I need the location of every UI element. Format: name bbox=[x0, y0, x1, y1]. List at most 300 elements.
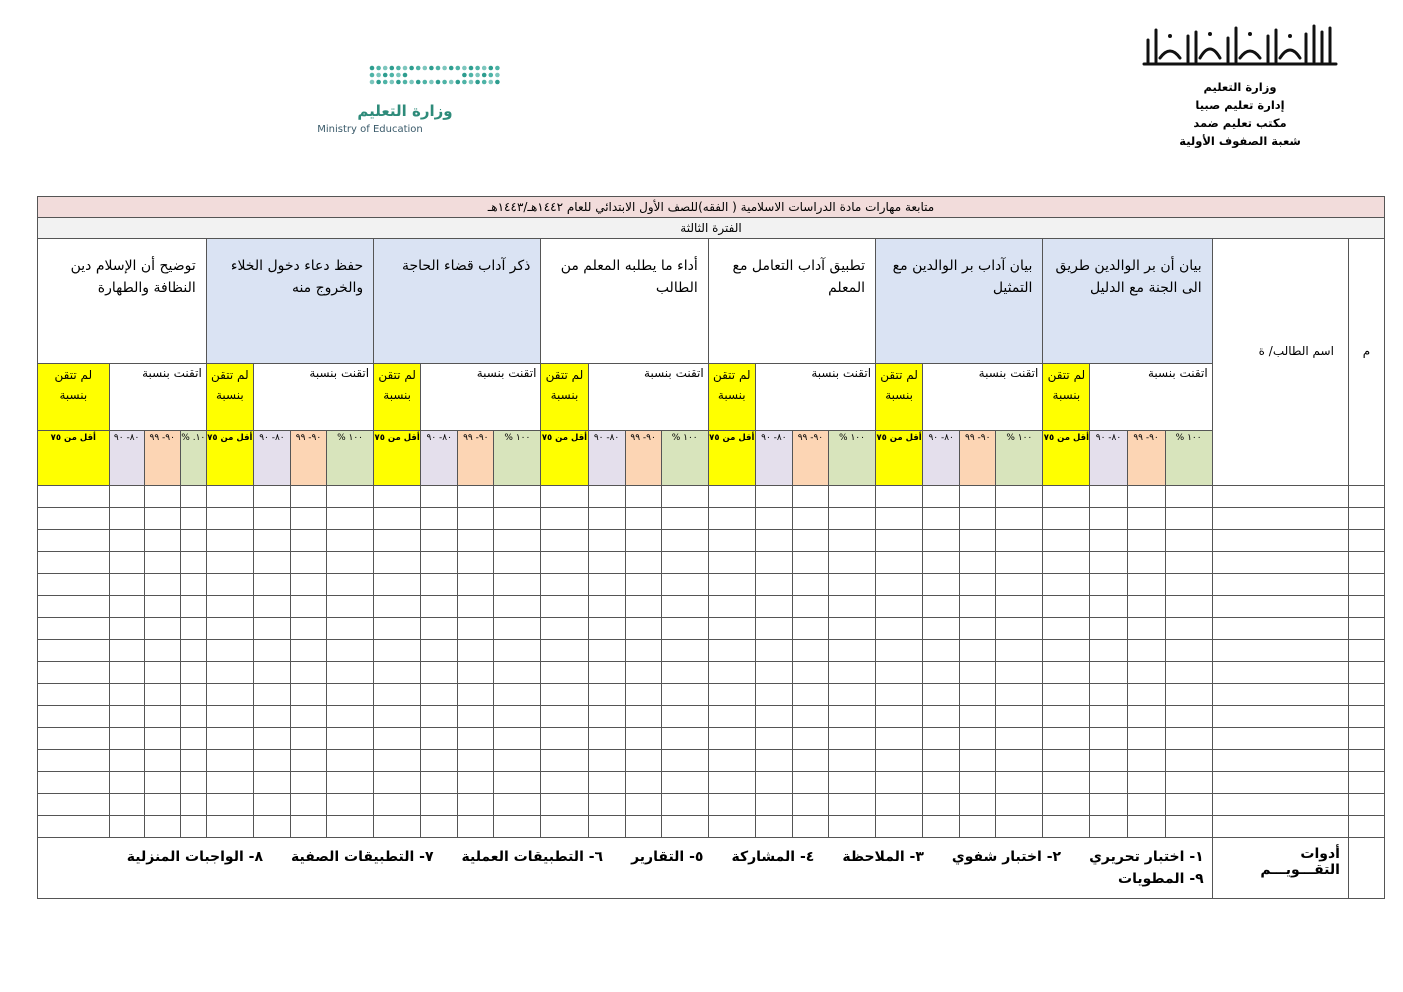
student-name-cell[interactable] bbox=[1212, 662, 1348, 684]
grade-cell[interactable] bbox=[253, 750, 290, 772]
grade-cell[interactable] bbox=[38, 574, 110, 596]
grade-cell[interactable] bbox=[1127, 486, 1165, 508]
grade-cell[interactable] bbox=[180, 662, 206, 684]
grade-cell[interactable] bbox=[253, 486, 290, 508]
grade-cell[interactable] bbox=[458, 530, 494, 552]
student-name-cell[interactable] bbox=[1212, 772, 1348, 794]
grade-cell[interactable] bbox=[661, 750, 708, 772]
row-number-cell[interactable] bbox=[1348, 684, 1384, 706]
grade-cell[interactable] bbox=[38, 662, 110, 684]
grade-cell[interactable] bbox=[625, 552, 661, 574]
grade-cell[interactable] bbox=[38, 684, 110, 706]
grade-cell[interactable] bbox=[661, 574, 708, 596]
grade-cell[interactable] bbox=[494, 574, 541, 596]
grade-cell[interactable] bbox=[661, 662, 708, 684]
grade-cell[interactable] bbox=[755, 486, 792, 508]
grade-cell[interactable] bbox=[458, 662, 494, 684]
grade-cell[interactable] bbox=[661, 794, 708, 816]
grade-cell[interactable] bbox=[144, 750, 180, 772]
grade-cell[interactable] bbox=[421, 684, 458, 706]
grade-cell[interactable] bbox=[1165, 728, 1212, 750]
student-name-cell[interactable] bbox=[1212, 486, 1348, 508]
grade-cell[interactable] bbox=[38, 816, 110, 838]
grade-cell[interactable] bbox=[1127, 706, 1165, 728]
grade-cell[interactable] bbox=[1090, 574, 1127, 596]
grade-cell[interactable] bbox=[38, 750, 110, 772]
grade-cell[interactable] bbox=[792, 728, 828, 750]
student-name-cell[interactable] bbox=[1212, 596, 1348, 618]
grade-cell[interactable] bbox=[38, 530, 110, 552]
student-name-cell[interactable] bbox=[1212, 794, 1348, 816]
grade-cell[interactable] bbox=[38, 486, 110, 508]
grade-cell[interactable] bbox=[374, 772, 421, 794]
grade-cell[interactable] bbox=[960, 574, 996, 596]
grade-cell[interactable] bbox=[923, 552, 960, 574]
grade-cell[interactable] bbox=[38, 772, 110, 794]
grade-cell[interactable] bbox=[876, 596, 923, 618]
grade-cell[interactable] bbox=[458, 486, 494, 508]
grade-cell[interactable] bbox=[661, 508, 708, 530]
grade-cell[interactable] bbox=[290, 552, 326, 574]
grade-cell[interactable] bbox=[180, 684, 206, 706]
grade-cell[interactable] bbox=[374, 684, 421, 706]
grade-cell[interactable] bbox=[421, 640, 458, 662]
grade-cell[interactable] bbox=[828, 684, 875, 706]
grade-cell[interactable] bbox=[1090, 596, 1127, 618]
grade-cell[interactable] bbox=[1090, 662, 1127, 684]
grade-cell[interactable] bbox=[180, 728, 206, 750]
grade-cell[interactable] bbox=[828, 662, 875, 684]
grade-cell[interactable] bbox=[109, 530, 144, 552]
grade-cell[interactable] bbox=[828, 640, 875, 662]
grade-cell[interactable] bbox=[960, 486, 996, 508]
grade-cell[interactable] bbox=[144, 574, 180, 596]
grade-cell[interactable] bbox=[327, 772, 374, 794]
grade-cell[interactable] bbox=[541, 574, 588, 596]
grade-cell[interactable] bbox=[327, 596, 374, 618]
grade-cell[interactable] bbox=[876, 794, 923, 816]
grade-cell[interactable] bbox=[1090, 684, 1127, 706]
grade-cell[interactable] bbox=[290, 640, 326, 662]
student-name-cell[interactable] bbox=[1212, 618, 1348, 640]
grade-cell[interactable] bbox=[708, 486, 755, 508]
grade-cell[interactable] bbox=[109, 640, 144, 662]
grade-cell[interactable] bbox=[708, 728, 755, 750]
grade-cell[interactable] bbox=[290, 596, 326, 618]
grade-cell[interactable] bbox=[541, 684, 588, 706]
grade-cell[interactable] bbox=[494, 530, 541, 552]
grade-cell[interactable] bbox=[374, 486, 421, 508]
grade-cell[interactable] bbox=[458, 618, 494, 640]
grade-cell[interactable] bbox=[625, 486, 661, 508]
grade-cell[interactable] bbox=[144, 530, 180, 552]
grade-cell[interactable] bbox=[144, 662, 180, 684]
grade-cell[interactable] bbox=[828, 486, 875, 508]
grade-cell[interactable] bbox=[1043, 508, 1090, 530]
grade-cell[interactable] bbox=[253, 574, 290, 596]
grade-cell[interactable] bbox=[960, 706, 996, 728]
grade-cell[interactable] bbox=[960, 596, 996, 618]
grade-cell[interactable] bbox=[588, 728, 625, 750]
grade-cell[interactable] bbox=[828, 772, 875, 794]
grade-cell[interactable] bbox=[755, 794, 792, 816]
grade-cell[interactable] bbox=[421, 596, 458, 618]
grade-cell[interactable] bbox=[960, 530, 996, 552]
grade-cell[interactable] bbox=[996, 684, 1043, 706]
grade-cell[interactable] bbox=[541, 596, 588, 618]
grade-cell[interactable] bbox=[960, 772, 996, 794]
grade-cell[interactable] bbox=[996, 574, 1043, 596]
grade-cell[interactable] bbox=[588, 596, 625, 618]
grade-cell[interactable] bbox=[374, 596, 421, 618]
grade-cell[interactable] bbox=[960, 618, 996, 640]
grade-cell[interactable] bbox=[109, 552, 144, 574]
grade-cell[interactable] bbox=[458, 772, 494, 794]
grade-cell[interactable] bbox=[1043, 772, 1090, 794]
grade-cell[interactable] bbox=[327, 728, 374, 750]
grade-cell[interactable] bbox=[588, 684, 625, 706]
grade-cell[interactable] bbox=[458, 596, 494, 618]
row-number-cell[interactable] bbox=[1348, 574, 1384, 596]
grade-cell[interactable] bbox=[109, 596, 144, 618]
grade-cell[interactable] bbox=[180, 816, 206, 838]
grade-cell[interactable] bbox=[1127, 552, 1165, 574]
student-name-cell[interactable] bbox=[1212, 684, 1348, 706]
grade-cell[interactable] bbox=[828, 618, 875, 640]
grade-cell[interactable] bbox=[708, 794, 755, 816]
grade-cell[interactable] bbox=[253, 596, 290, 618]
grade-cell[interactable] bbox=[421, 618, 458, 640]
grade-cell[interactable] bbox=[588, 816, 625, 838]
grade-cell[interactable] bbox=[661, 640, 708, 662]
grade-cell[interactable] bbox=[755, 508, 792, 530]
grade-cell[interactable] bbox=[38, 794, 110, 816]
grade-cell[interactable] bbox=[708, 596, 755, 618]
row-number-cell[interactable] bbox=[1348, 794, 1384, 816]
grade-cell[interactable] bbox=[1043, 530, 1090, 552]
grade-cell[interactable] bbox=[38, 552, 110, 574]
grade-cell[interactable] bbox=[755, 530, 792, 552]
grade-cell[interactable] bbox=[458, 640, 494, 662]
student-name-cell[interactable] bbox=[1212, 728, 1348, 750]
grade-cell[interactable] bbox=[38, 508, 110, 530]
grade-cell[interactable] bbox=[253, 662, 290, 684]
grade-cell[interactable] bbox=[1090, 706, 1127, 728]
grade-cell[interactable] bbox=[661, 552, 708, 574]
grade-cell[interactable] bbox=[1165, 750, 1212, 772]
grade-cell[interactable] bbox=[458, 750, 494, 772]
student-name-cell[interactable] bbox=[1212, 750, 1348, 772]
grade-cell[interactable] bbox=[876, 706, 923, 728]
grade-cell[interactable] bbox=[828, 530, 875, 552]
grade-cell[interactable] bbox=[494, 662, 541, 684]
grade-cell[interactable] bbox=[625, 508, 661, 530]
grade-cell[interactable] bbox=[661, 706, 708, 728]
grade-cell[interactable] bbox=[541, 640, 588, 662]
grade-cell[interactable] bbox=[253, 618, 290, 640]
grade-cell[interactable] bbox=[588, 662, 625, 684]
grade-cell[interactable] bbox=[1165, 662, 1212, 684]
grade-cell[interactable] bbox=[1165, 574, 1212, 596]
grade-cell[interactable] bbox=[458, 728, 494, 750]
grade-cell[interactable] bbox=[923, 684, 960, 706]
row-number-cell[interactable] bbox=[1348, 640, 1384, 662]
grade-cell[interactable] bbox=[458, 706, 494, 728]
grade-cell[interactable] bbox=[755, 552, 792, 574]
grade-cell[interactable] bbox=[541, 530, 588, 552]
grade-cell[interactable] bbox=[792, 794, 828, 816]
grade-cell[interactable] bbox=[1090, 794, 1127, 816]
grade-cell[interactable] bbox=[1043, 640, 1090, 662]
grade-cell[interactable] bbox=[661, 596, 708, 618]
grade-cell[interactable] bbox=[458, 552, 494, 574]
grade-cell[interactable] bbox=[625, 794, 661, 816]
grade-cell[interactable] bbox=[374, 794, 421, 816]
grade-cell[interactable] bbox=[421, 486, 458, 508]
grade-cell[interactable] bbox=[290, 574, 326, 596]
grade-cell[interactable] bbox=[1127, 530, 1165, 552]
grade-cell[interactable] bbox=[792, 596, 828, 618]
grade-cell[interactable] bbox=[458, 816, 494, 838]
grade-cell[interactable] bbox=[588, 706, 625, 728]
grade-cell[interactable] bbox=[960, 750, 996, 772]
grade-cell[interactable] bbox=[792, 508, 828, 530]
grade-cell[interactable] bbox=[708, 552, 755, 574]
grade-cell[interactable] bbox=[253, 530, 290, 552]
grade-cell[interactable] bbox=[109, 816, 144, 838]
grade-cell[interactable] bbox=[541, 552, 588, 574]
grade-cell[interactable] bbox=[253, 684, 290, 706]
grade-cell[interactable] bbox=[923, 728, 960, 750]
grade-cell[interactable] bbox=[923, 816, 960, 838]
grade-cell[interactable] bbox=[828, 552, 875, 574]
student-name-cell[interactable] bbox=[1212, 574, 1348, 596]
grade-cell[interactable] bbox=[625, 640, 661, 662]
grade-cell[interactable] bbox=[494, 684, 541, 706]
grade-cell[interactable] bbox=[876, 750, 923, 772]
grade-cell[interactable] bbox=[1127, 684, 1165, 706]
grade-cell[interactable] bbox=[1043, 486, 1090, 508]
grade-cell[interactable] bbox=[923, 596, 960, 618]
grade-cell[interactable] bbox=[144, 684, 180, 706]
grade-cell[interactable] bbox=[792, 750, 828, 772]
grade-cell[interactable] bbox=[588, 486, 625, 508]
grade-cell[interactable] bbox=[290, 618, 326, 640]
grade-cell[interactable] bbox=[38, 618, 110, 640]
row-number-cell[interactable] bbox=[1348, 508, 1384, 530]
grade-cell[interactable] bbox=[421, 706, 458, 728]
grade-cell[interactable] bbox=[625, 750, 661, 772]
grade-cell[interactable] bbox=[1090, 486, 1127, 508]
grade-cell[interactable] bbox=[755, 618, 792, 640]
grade-cell[interactable] bbox=[708, 640, 755, 662]
grade-cell[interactable] bbox=[109, 706, 144, 728]
row-number-cell[interactable] bbox=[1348, 530, 1384, 552]
grade-cell[interactable] bbox=[1165, 816, 1212, 838]
grade-cell[interactable] bbox=[996, 640, 1043, 662]
grade-cell[interactable] bbox=[206, 552, 253, 574]
grade-cell[interactable] bbox=[923, 750, 960, 772]
grade-cell[interactable] bbox=[253, 508, 290, 530]
grade-cell[interactable] bbox=[541, 772, 588, 794]
grade-cell[interactable] bbox=[374, 618, 421, 640]
grade-cell[interactable] bbox=[792, 530, 828, 552]
student-name-cell[interactable] bbox=[1212, 640, 1348, 662]
grade-cell[interactable] bbox=[541, 706, 588, 728]
grade-cell[interactable] bbox=[374, 574, 421, 596]
grade-cell[interactable] bbox=[876, 508, 923, 530]
grade-cell[interactable] bbox=[327, 640, 374, 662]
grade-cell[interactable] bbox=[960, 640, 996, 662]
grade-cell[interactable] bbox=[144, 552, 180, 574]
grade-cell[interactable] bbox=[541, 816, 588, 838]
grade-cell[interactable] bbox=[494, 772, 541, 794]
grade-cell[interactable] bbox=[876, 552, 923, 574]
grade-cell[interactable] bbox=[458, 684, 494, 706]
grade-cell[interactable] bbox=[996, 662, 1043, 684]
grade-cell[interactable] bbox=[708, 684, 755, 706]
grade-cell[interactable] bbox=[960, 662, 996, 684]
grade-cell[interactable] bbox=[421, 508, 458, 530]
grade-cell[interactable] bbox=[206, 794, 253, 816]
grade-cell[interactable] bbox=[996, 508, 1043, 530]
grade-cell[interactable] bbox=[661, 772, 708, 794]
grade-cell[interactable] bbox=[374, 552, 421, 574]
grade-cell[interactable] bbox=[374, 662, 421, 684]
student-name-cell[interactable] bbox=[1212, 552, 1348, 574]
grade-cell[interactable] bbox=[588, 618, 625, 640]
grade-cell[interactable] bbox=[792, 574, 828, 596]
grade-cell[interactable] bbox=[290, 816, 326, 838]
grade-cell[interactable] bbox=[708, 662, 755, 684]
grade-cell[interactable] bbox=[1043, 618, 1090, 640]
grade-cell[interactable] bbox=[923, 618, 960, 640]
grade-cell[interactable] bbox=[494, 706, 541, 728]
grade-cell[interactable] bbox=[828, 816, 875, 838]
grade-cell[interactable] bbox=[541, 618, 588, 640]
grade-cell[interactable] bbox=[625, 728, 661, 750]
row-number-cell[interactable] bbox=[1348, 618, 1384, 640]
grade-cell[interactable] bbox=[625, 618, 661, 640]
grade-cell[interactable] bbox=[1090, 508, 1127, 530]
grade-cell[interactable] bbox=[458, 508, 494, 530]
grade-cell[interactable] bbox=[755, 772, 792, 794]
grade-cell[interactable] bbox=[625, 772, 661, 794]
row-number-cell[interactable] bbox=[1348, 486, 1384, 508]
grade-cell[interactable] bbox=[144, 706, 180, 728]
row-number-cell[interactable] bbox=[1348, 728, 1384, 750]
grade-cell[interactable] bbox=[109, 772, 144, 794]
grade-cell[interactable] bbox=[1127, 728, 1165, 750]
grade-cell[interactable] bbox=[996, 486, 1043, 508]
grade-cell[interactable] bbox=[1043, 750, 1090, 772]
grade-cell[interactable] bbox=[1127, 596, 1165, 618]
grade-cell[interactable] bbox=[755, 750, 792, 772]
grade-cell[interactable] bbox=[494, 816, 541, 838]
grade-cell[interactable] bbox=[374, 750, 421, 772]
grade-cell[interactable] bbox=[1043, 662, 1090, 684]
grade-cell[interactable] bbox=[327, 750, 374, 772]
grade-cell[interactable] bbox=[792, 486, 828, 508]
grade-cell[interactable] bbox=[588, 530, 625, 552]
grade-cell[interactable] bbox=[253, 552, 290, 574]
grade-cell[interactable] bbox=[374, 728, 421, 750]
grade-cell[interactable] bbox=[494, 794, 541, 816]
grade-cell[interactable] bbox=[38, 640, 110, 662]
grade-cell[interactable] bbox=[290, 750, 326, 772]
grade-cell[interactable] bbox=[38, 706, 110, 728]
grade-cell[interactable] bbox=[494, 552, 541, 574]
grade-cell[interactable] bbox=[923, 772, 960, 794]
grade-cell[interactable] bbox=[421, 750, 458, 772]
grade-cell[interactable] bbox=[206, 750, 253, 772]
grade-cell[interactable] bbox=[180, 706, 206, 728]
grade-cell[interactable] bbox=[1165, 794, 1212, 816]
grade-cell[interactable] bbox=[109, 508, 144, 530]
grade-cell[interactable] bbox=[109, 618, 144, 640]
student-name-cell[interactable] bbox=[1212, 508, 1348, 530]
grade-cell[interactable] bbox=[923, 486, 960, 508]
grade-cell[interactable] bbox=[1043, 706, 1090, 728]
grade-cell[interactable] bbox=[923, 508, 960, 530]
grade-cell[interactable] bbox=[206, 662, 253, 684]
grade-cell[interactable] bbox=[327, 552, 374, 574]
grade-cell[interactable] bbox=[109, 728, 144, 750]
grade-cell[interactable] bbox=[144, 596, 180, 618]
grade-cell[interactable] bbox=[876, 486, 923, 508]
grade-cell[interactable] bbox=[1043, 574, 1090, 596]
grade-cell[interactable] bbox=[876, 618, 923, 640]
row-number-cell[interactable] bbox=[1348, 552, 1384, 574]
grade-cell[interactable] bbox=[206, 706, 253, 728]
grade-cell[interactable] bbox=[253, 640, 290, 662]
grade-cell[interactable] bbox=[708, 816, 755, 838]
grade-cell[interactable] bbox=[625, 816, 661, 838]
grade-cell[interactable] bbox=[253, 816, 290, 838]
grade-cell[interactable] bbox=[1127, 750, 1165, 772]
grade-cell[interactable] bbox=[374, 530, 421, 552]
grade-cell[interactable] bbox=[38, 596, 110, 618]
grade-cell[interactable] bbox=[253, 728, 290, 750]
grade-cell[interactable] bbox=[828, 750, 875, 772]
grade-cell[interactable] bbox=[876, 728, 923, 750]
grade-cell[interactable] bbox=[625, 684, 661, 706]
grade-cell[interactable] bbox=[290, 794, 326, 816]
grade-cell[interactable] bbox=[792, 772, 828, 794]
grade-cell[interactable] bbox=[144, 816, 180, 838]
grade-cell[interactable] bbox=[588, 574, 625, 596]
grade-cell[interactable] bbox=[180, 574, 206, 596]
grade-cell[interactable] bbox=[960, 552, 996, 574]
grade-cell[interactable] bbox=[421, 574, 458, 596]
grade-cell[interactable] bbox=[1165, 772, 1212, 794]
grade-cell[interactable] bbox=[1127, 794, 1165, 816]
grade-cell[interactable] bbox=[625, 530, 661, 552]
grade-cell[interactable] bbox=[996, 706, 1043, 728]
grade-cell[interactable] bbox=[1043, 794, 1090, 816]
grade-cell[interactable] bbox=[1165, 596, 1212, 618]
grade-cell[interactable] bbox=[755, 574, 792, 596]
grade-cell[interactable] bbox=[1165, 530, 1212, 552]
grade-cell[interactable] bbox=[661, 816, 708, 838]
grade-cell[interactable] bbox=[1043, 816, 1090, 838]
grade-cell[interactable] bbox=[625, 706, 661, 728]
grade-cell[interactable] bbox=[1165, 618, 1212, 640]
grade-cell[interactable] bbox=[421, 772, 458, 794]
grade-cell[interactable] bbox=[374, 816, 421, 838]
grade-cell[interactable] bbox=[755, 640, 792, 662]
grade-cell[interactable] bbox=[708, 750, 755, 772]
